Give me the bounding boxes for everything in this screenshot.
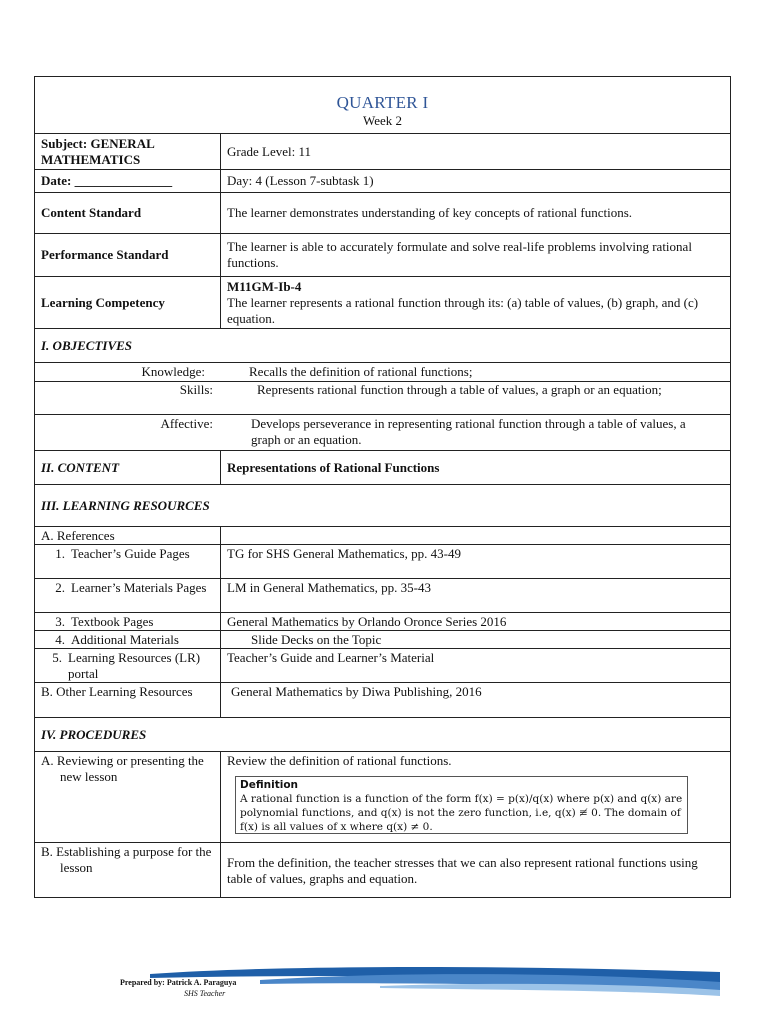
references-label: A. References (35, 527, 221, 544)
quarter-title: QUARTER I (336, 93, 429, 112)
objectives-heading-row (35, 329, 730, 363)
procedure-a-cell (221, 752, 730, 842)
resource-item-label: Additional Materials (71, 632, 179, 647)
objectives-heading: I. OBJECTIVES (41, 337, 133, 353)
performance-standard-text: The learner is able to accurately formulate and solve real-life problems involving rational functions. (227, 239, 692, 270)
prepared-by: Prepared by: Patrick A. Paraguya (120, 978, 237, 987)
affective-row (35, 415, 730, 451)
definition-heading: Definition (240, 779, 299, 791)
knowledge-label: Knowledge: (141, 364, 205, 379)
performance-standard-label: Performance Standard (35, 234, 221, 276)
references-row (35, 527, 730, 545)
date-label: Date: _______________ (35, 170, 221, 192)
subject-label: Subject: GENERAL MATHEMATICS (35, 134, 221, 169)
procedure-a-row (35, 752, 730, 843)
resource-item-row (35, 579, 730, 613)
skills-text: Represents rational function through a table of values, a graph or an equation; (257, 382, 662, 397)
references-empty-cell (221, 527, 730, 544)
resources-heading: III. LEARNING RESOURCES (41, 497, 210, 513)
procedures-heading-row (35, 718, 730, 752)
subject-row (35, 134, 730, 170)
footer-wave-graphic (0, 960, 768, 1010)
learning-competency-label: Learning Competency (35, 277, 221, 328)
page-footer (0, 960, 768, 1010)
content-standard-row (35, 193, 730, 234)
day-label: Day: 4 (Lesson 7-subtask 1) (227, 173, 374, 188)
procedure-b-label: B. Establishing a purpose for the lesson (41, 844, 212, 875)
resource-item-number: 1. (55, 546, 65, 561)
header-row (35, 77, 730, 134)
grade-level: Grade Level: 11 (227, 143, 311, 159)
lesson-plan-table (34, 76, 731, 898)
definition-image (235, 776, 688, 834)
other-resources-row (35, 683, 730, 718)
resource-item-row (35, 649, 730, 683)
procedure-a-label: A. Reviewing or presenting the new lesson (41, 753, 204, 784)
resources-heading-row (35, 485, 730, 527)
resource-item-number: 5. (52, 650, 62, 665)
resource-item-row (35, 613, 730, 631)
resource-item-number: 2. (55, 580, 65, 595)
skills-label: Skills: (179, 382, 213, 397)
resource-item-number: 3. (55, 614, 65, 629)
week-label: Week 2 (362, 113, 403, 128)
resource-item-value: Slide Decks on the Topic (251, 632, 382, 647)
content-heading: II. CONTENT (35, 451, 221, 484)
resource-item-row (35, 631, 730, 649)
resource-item-label: Learning Resources (LR) portal (68, 650, 201, 681)
content-standard-label: Content Standard (35, 193, 221, 233)
procedure-a-text: Review the definition of rational functions. (227, 753, 452, 768)
competency-code: M11GM-Ib-4 (227, 279, 302, 294)
resource-item-value: LM in General Mathematics, pp. 35-43 (227, 580, 431, 595)
procedures-heading: IV. PROCEDURES (41, 726, 147, 742)
performance-standard-row (35, 234, 730, 277)
learning-competency-row (35, 277, 730, 329)
knowledge-row (35, 363, 730, 382)
resource-item-value: Teacher’s Guide and Learner’s Material (227, 650, 435, 665)
other-resources-value: General Mathematics by Diwa Publishing, 2016 (231, 684, 482, 699)
teacher-role: SHS Teacher (184, 989, 226, 998)
definition-text: A rational function is a function of the form f(x) = p(x)/q(x) where p(x) and q(x) are polynomial functions, and q(x) is not the zero function, i.e, q(x) ≢ 0. The domain of f(x) is all values of x where q(x) ≠ 0. (240, 793, 683, 833)
resource-item-label: Learner’s Materials Pages (71, 580, 207, 595)
resource-item-value: General Mathematics by Orlando Oronce Series 2016 (227, 614, 507, 629)
competency-text: The learner represents a rational function through its: (a) table of values, (b) graph, and (c) equation. (227, 295, 699, 326)
affective-label: Affective: (160, 416, 213, 431)
content-standard-text: The learner demonstrates understanding of key concepts of rational functions. (227, 205, 633, 220)
resource-item-number: 4. (55, 632, 65, 647)
skills-row (35, 382, 730, 415)
procedure-b-text: From the definition, the teacher stresses that we can also represent rational functions using table of values, graphs and equation. (227, 854, 698, 886)
content-topic: Representations of Rational Functions (227, 459, 440, 475)
knowledge-text: Recalls the definition of rational functions; (249, 364, 473, 379)
affective-text: Develops perseverance in representing rational function through a table of values, a graph or an equation. (251, 416, 686, 447)
procedure-b-row (35, 843, 730, 898)
content-row (35, 451, 730, 485)
learning-competency-cell (221, 277, 730, 328)
resource-item-label: Teacher’s Guide Pages (71, 546, 190, 561)
resource-item-value: TG for SHS General Mathematics, pp. 43-49 (227, 546, 461, 561)
date-row (35, 170, 730, 193)
resource-item-label: Textbook Pages (71, 614, 154, 629)
resource-item-row (35, 545, 730, 579)
other-resources-label: B. Other Learning Resources (41, 684, 193, 699)
